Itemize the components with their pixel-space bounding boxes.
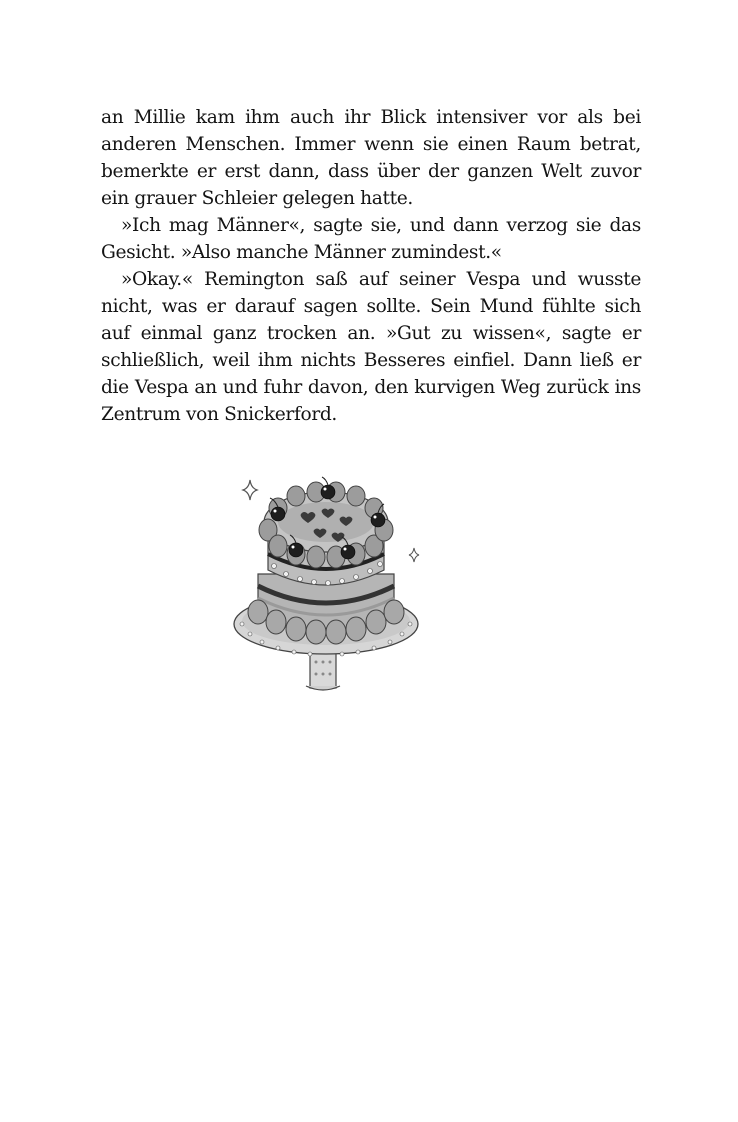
paragraph-2: »Ich mag Männer«, sagte sie, und dann verzog sie das Gesicht. »Also manche Männer zumindest.« (101, 215, 641, 263)
cake-illustration-icon (228, 474, 424, 700)
paragraph-3: »Okay.« Remington saß auf seiner Vespa und wusste nicht, was er darauf sagen sollte. Sein Mund fühlte sich auf einmal ganz trocken an. »Gut zu wissen«, sagte er schließlich, weil ihm nichts Besseres einfiel. Dann ließ er die Vespa an und fuhr davon, den kurvigen Weg zurück ins Zentrum von Snickerford. (101, 269, 641, 425)
paragraph-1: an Millie kam ihm auch ihr Blick intensiver vor als bei anderen Menschen. Immer wenn sie einen Raum betrat, bemerkte er erst dann, dass über der ganzen Welt zuvor ein grauer Schleier gelegen hatte. (101, 107, 641, 209)
page-text (101, 104, 641, 428)
